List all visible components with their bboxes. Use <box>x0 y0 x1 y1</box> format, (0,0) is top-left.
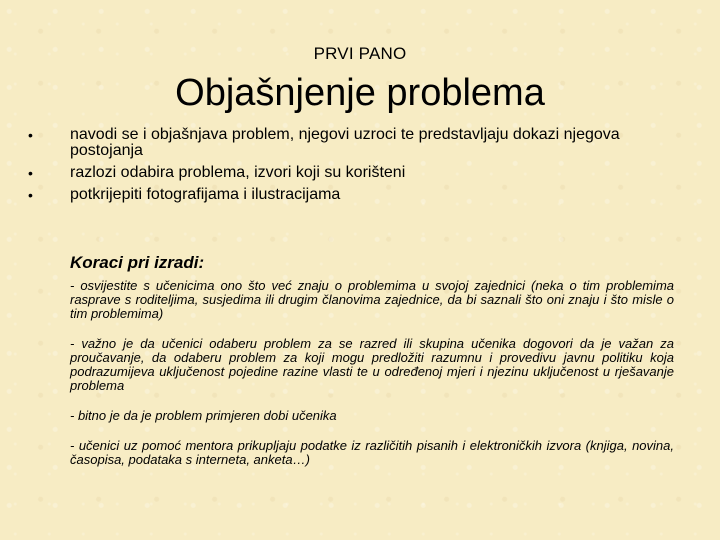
bullet-text: potkrijepiti fotografijama i ilustracijama <box>70 186 341 203</box>
slide-supertitle: PRVI PANO <box>313 44 407 63</box>
step-paragraph: - učenici uz pomoć mentora prikupljaju podatke iz različitih pisanih i elektroničkih izvora (knjiga, novina, časopisa, podataka s interneta, anketa…) <box>70 438 674 467</box>
bullet-item <box>28 165 688 181</box>
bullet-item <box>28 187 688 203</box>
bullet-marker: • <box>28 127 33 143</box>
bullet-text: navodi se i objašnjava problem, njegovi uzroci te predstavljaju dokazi njegova postojanja <box>70 126 620 159</box>
steps-heading: Koraci pri izradi: <box>70 253 205 272</box>
bullet-marker: • <box>28 165 33 181</box>
step-paragraph: - osvijestite s učenicima ono što već znaju o problemima u svojoj zajednici (neka o tim problemima rasprave s roditeljima, susjedima ili drugim članovima zajednice, da bi saznali što oni znaju i što misle o tim problemima) <box>70 278 674 321</box>
slide-title: Objašnjenje problema <box>175 72 545 114</box>
steps-list <box>70 279 674 483</box>
bullet-list <box>28 127 688 209</box>
step-paragraph: - bitno je da je problem primjeren dobi učenika <box>70 408 337 423</box>
bullet-marker: • <box>28 187 33 203</box>
step-paragraph: - važno je da učenici odaberu problem za se razred ili skupina učenika dogovori da je važan za proučavanje, da odaberu problem za koji mogu predložiti razumnu i provedivu javnu politiku koja podrazumijeva uključenost pojedine razine vlasti te u određenoj mjeri i njezinu uključenost u rješavanje problema <box>70 336 674 393</box>
bullet-item <box>28 127 688 159</box>
bullet-text: razlozi odabira problema, izvori koji su korišteni <box>70 164 406 181</box>
